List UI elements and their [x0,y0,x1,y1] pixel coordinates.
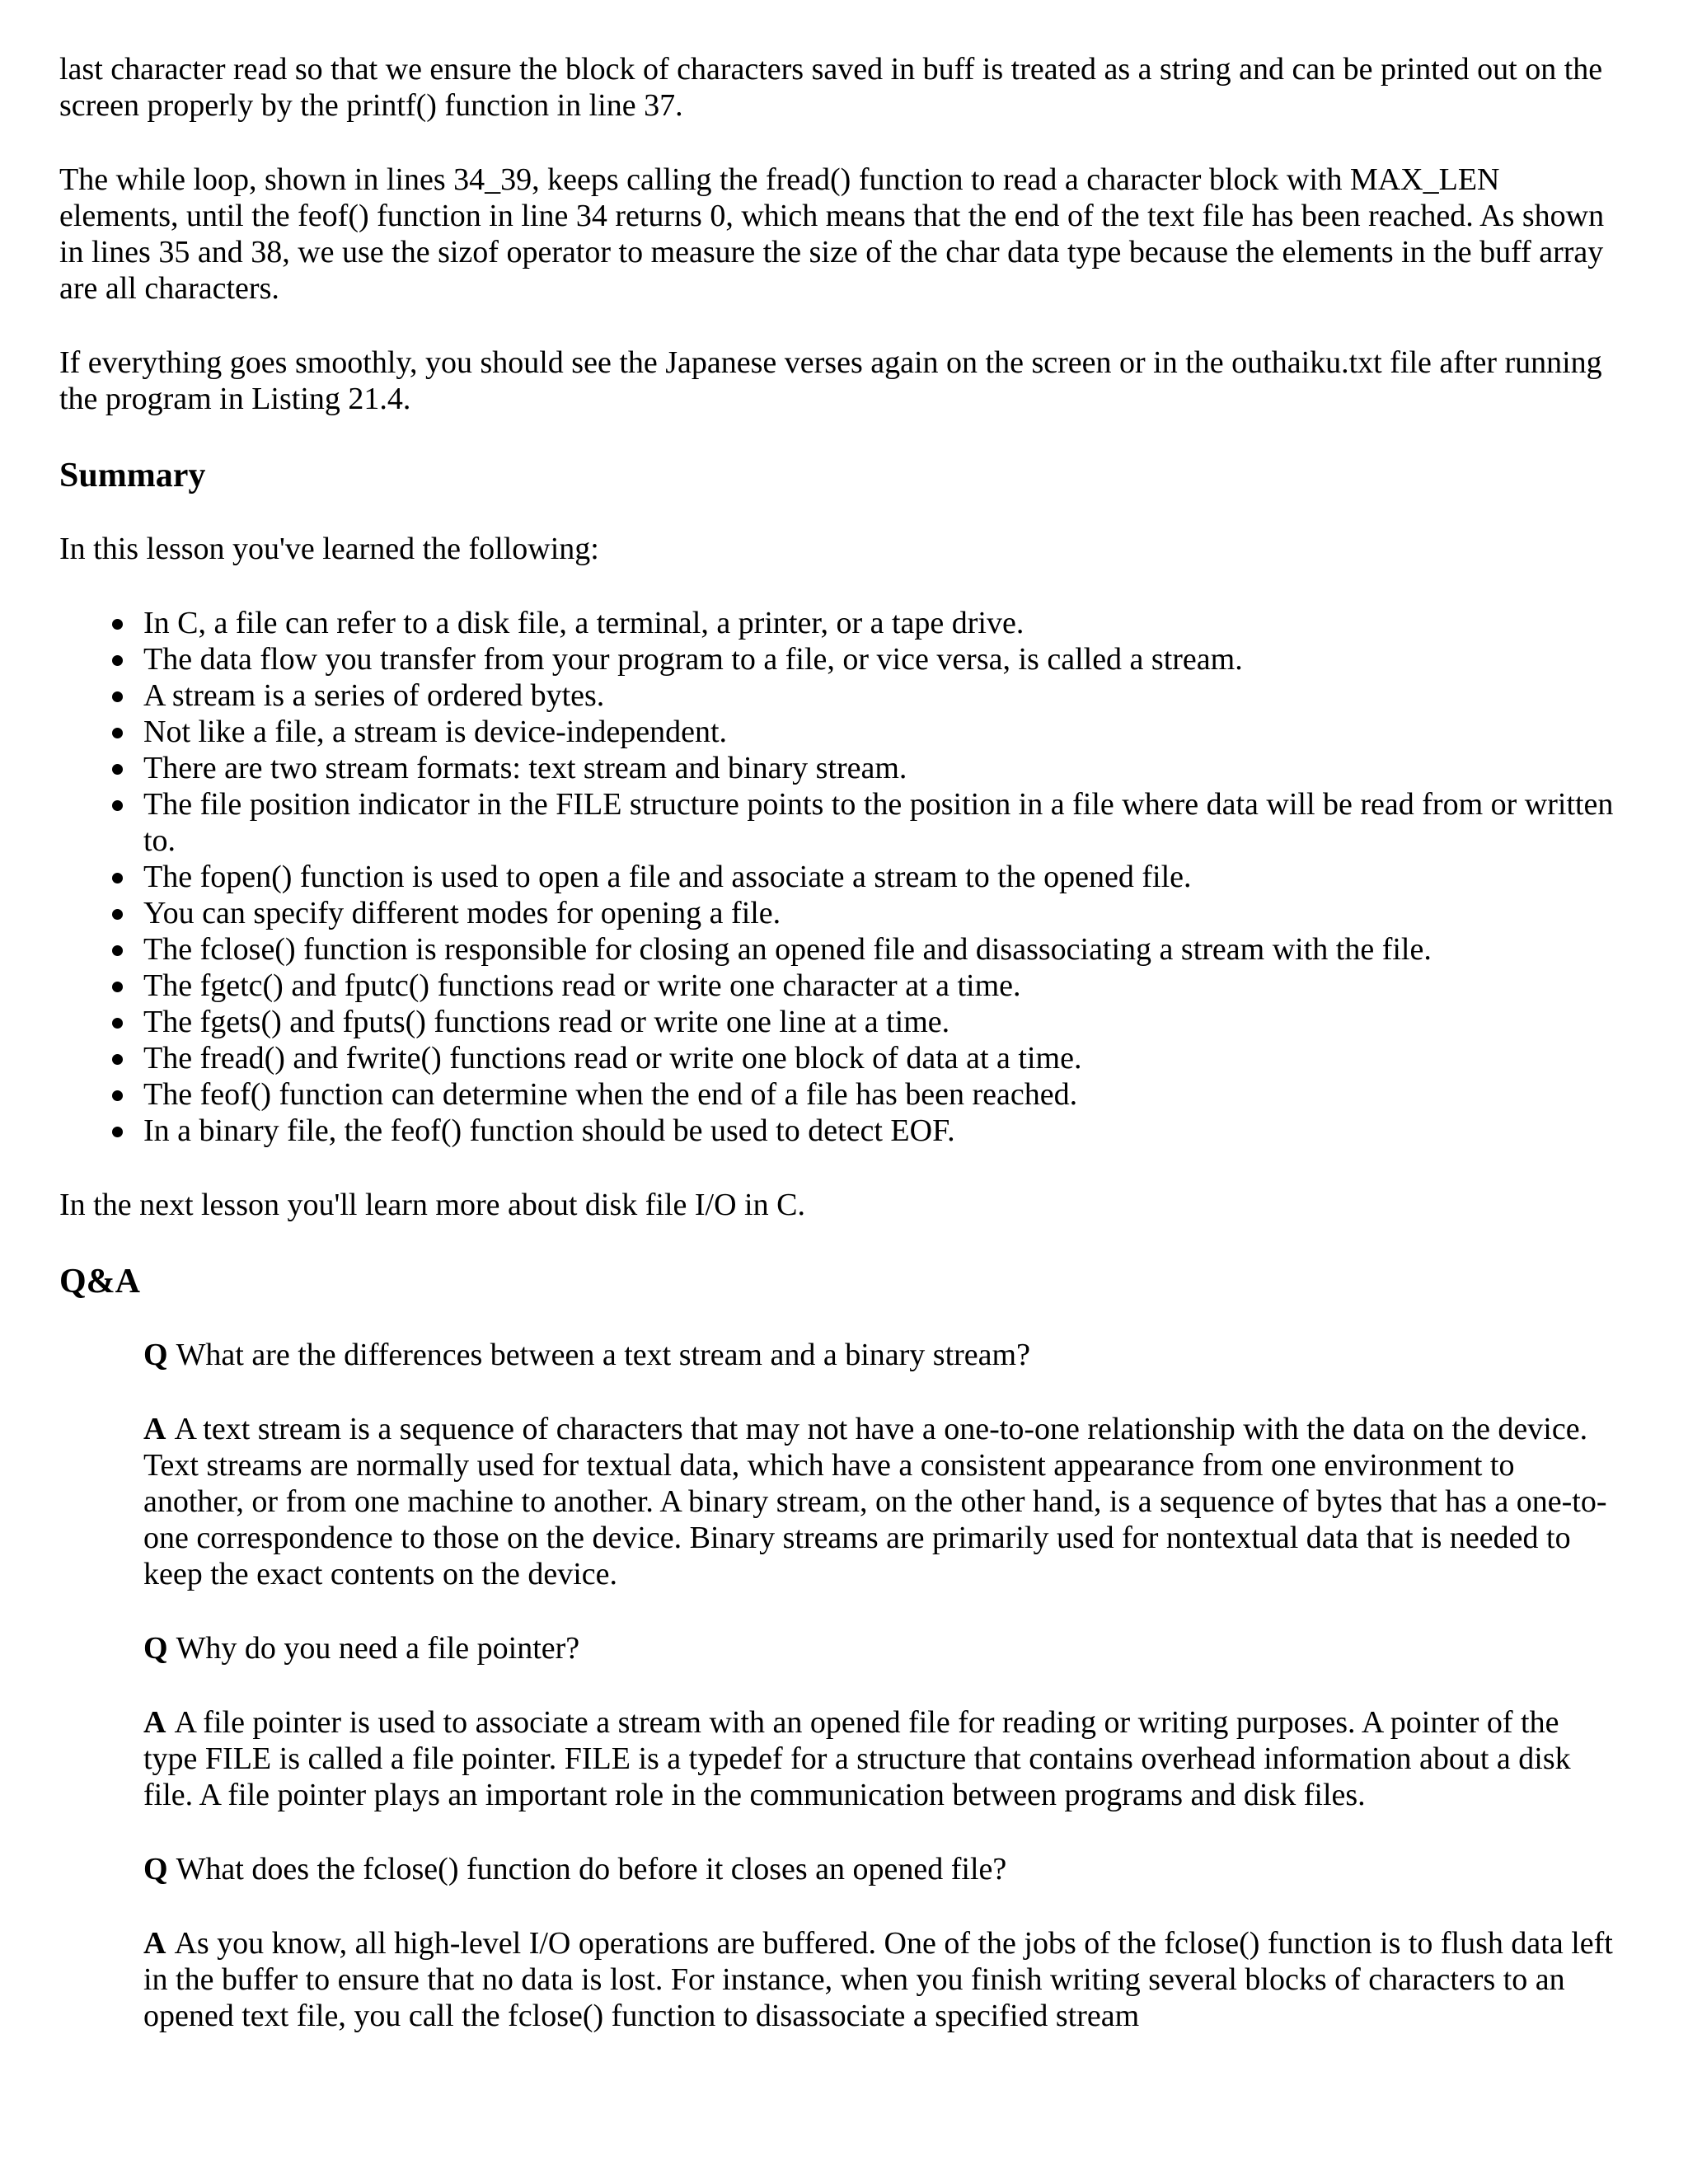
list-item [143,1004,1625,1040]
list-item [143,677,1625,714]
bullet-icon [112,982,123,992]
list-item [143,605,1625,641]
bullet-icon [112,764,123,775]
list-item-text: The fclose() function is responsible for closing an opened file and disassociating a stream with the file. [143,932,1432,967]
bullet-icon [112,1090,123,1101]
question-2 [143,1630,1619,1666]
list-item-text: The data flow you transfer from your program to a file, or vice versa, is called a stream. [143,642,1243,677]
list-item-text: The fopen() function is used to open a file and associate a stream to the opened file. [143,860,1192,894]
qa-section [143,1337,1619,2034]
list-item [143,714,1625,750]
list-item-text: The fgets() and fputs() functions read or write one line at a time. [143,1005,950,1039]
bullet-icon [112,909,123,920]
bullet-icon [112,800,123,811]
answer-2 [143,1704,1619,1813]
list-item [143,750,1625,786]
answer-text: As you know, all high-level I/O operations are buffered. One of the jobs of the fclose() function is to flush data left in the buffer to ensure that no data is lost. For instance, when you finish writing several blocks of characters to an opened text file, you call the fclose() function to disassociate a specified stream [143,1926,1613,2033]
list-item [143,1040,1625,1076]
summary-intro: In this lesson you've learned the following: [59,532,599,566]
answer-3 [143,1925,1619,2034]
question-tag: Q [143,1852,168,1886]
list-item [143,859,1625,895]
answer-1 [143,1411,1619,1592]
list-item-text: There are two stream formats: text stream and binary stream. [143,751,907,785]
intro-paragraph-3: If everything goes smoothly, you should see the Japanese verses again on the screen or in the outhaiku.txt file after running the program in Listing 21.4. [59,345,1602,416]
qa-heading: Q&A [59,1263,140,1301]
list-item [143,968,1625,1004]
list-item [143,641,1625,677]
list-item [143,931,1625,968]
answer-text: A file pointer is used to associate a stream with an opened file for reading or writing purposes. A pointer of the type FILE is called a file pointer. FILE is a typedef for a structure that contains overhead information about a disk file. A file pointer plays an important role in the communication between programs and disk files. [143,1705,1571,1812]
list-item [143,895,1625,931]
bullet-icon [112,655,123,666]
list-item-text: You can specify different modes for opening a file. [143,896,781,930]
list-item [143,786,1625,859]
bullet-icon [112,945,123,956]
bullet-icon [112,1018,123,1029]
list-item-text: A stream is a series of ordered bytes. [143,678,605,713]
summary-heading: Summary [59,457,206,494]
summary-closing: In the next lesson you'll learn more about disk file I/O in C. [59,1188,805,1222]
list-item-text: The feof() function can determine when the end of a file has been reached. [143,1077,1078,1112]
question-text: Why do you need a file pointer? [176,1631,580,1666]
question-1 [143,1337,1619,1373]
bullet-icon [112,1127,123,1137]
list-item-text: The file position indicator in the FILE structure points to the position in a file where data will be read from or written to. [143,787,1614,858]
bullet-icon [112,1054,123,1065]
intro-paragraph-1: last character read so that we ensure the block of characters saved in buff is treated as a string and can be printed out on the screen properly by the printf() function in line 37. [59,52,1603,123]
list-item-text: Not like a file, a stream is device-independent. [143,715,728,749]
question-text: What are the differences between a text stream and a binary stream? [176,1338,1030,1372]
list-item-text: In C, a file can refer to a disk file, a terminal, a printer, or a tape drive. [143,606,1025,640]
summary-list [59,605,1625,1149]
question-tag: Q [143,1338,168,1372]
answer-tag: A [143,1926,166,1961]
answer-tag: A [143,1412,166,1446]
bullet-icon [112,619,123,630]
bullet-icon [112,873,123,883]
bullet-icon [112,691,123,702]
list-item-text: The fread() and fwrite() functions read or write one block of data at a time. [143,1041,1082,1076]
question-text: What does the fclose() function do before it closes an opened file? [176,1852,1007,1886]
list-item-text: The fgetc() and fputc() functions read or write one character at a time. [143,968,1021,1003]
question-3 [143,1851,1619,1887]
list-item [143,1113,1625,1149]
question-tag: Q [143,1631,168,1666]
answer-tag: A [143,1705,166,1740]
bullet-icon [112,728,123,738]
list-item-text: In a binary file, the feof() function should be used to detect EOF. [143,1113,955,1148]
answer-text: A text stream is a sequence of characters that may not have a one-to-one relationship with the data on the device. Text streams are normally used for textual data, which have a consistent appearance from one environment to another, or from one machine to another. A binary stream, on the other hand, is a sequence of bytes that has a one-to-one correspondence to those on the device. Binary streams are primarily used for nontextual data that is needed to keep the exact contents on the device. [143,1412,1607,1591]
intro-paragraph-2: The while loop, shown in lines 34_39, keeps calling the fread() function to read a character block with MAX_LEN elements, until the feof() function in line 34 returns 0, which means that the end of the text file has been reached. As shown in lines 35 and 38, we use the sizof operator to measure the size of the char data type because the elements in the buff array are all characters. [59,162,1605,306]
document-page [59,51,1625,2072]
list-item [143,1076,1625,1113]
